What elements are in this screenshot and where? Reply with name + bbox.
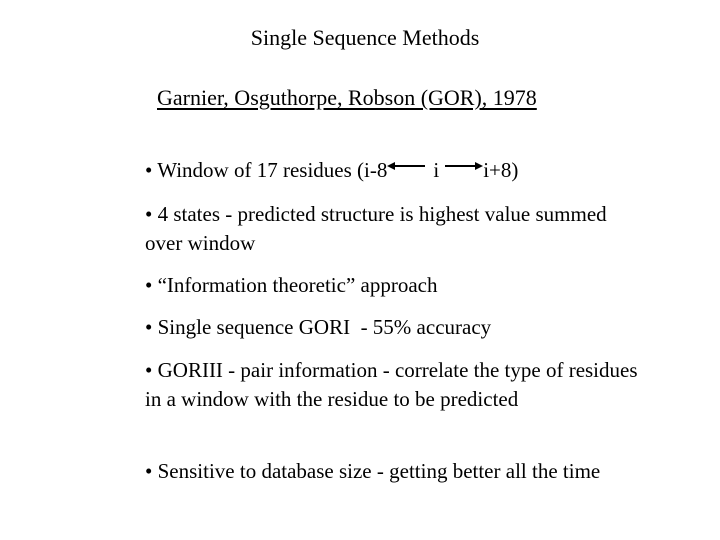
slide-title: Single Sequence Methods <box>250 25 480 50</box>
bullet-database-size <box>145 457 640 486</box>
bullet-text: “Information theoretic” approach <box>157 273 438 297</box>
bullet-marker: • <box>145 358 153 382</box>
bullet-states <box>145 200 640 258</box>
bullet-marker: • <box>145 459 153 483</box>
bullet-gori <box>145 313 491 342</box>
bullet-goriii <box>145 356 640 414</box>
bullet-text: Single sequence GORI - 55% accuracy <box>157 315 492 339</box>
window-suffix: i+8) <box>483 158 519 182</box>
slide-subtitle: Garnier, Osguthorpe, Robson (GOR), 1978 <box>157 85 537 110</box>
bullet-marker: • <box>145 158 153 182</box>
bullet-text: Sensitive to database size - getting better all the time <box>157 459 601 483</box>
right-arrow-icon <box>443 159 483 173</box>
bullet-window <box>145 156 518 185</box>
bullet-text: 4 states - predicted structure is highest value summed over window <box>145 202 607 255</box>
bullet-marker: • <box>145 273 153 297</box>
bullet-marker: • <box>145 315 153 339</box>
bullet-text: GORIII - pair information - correlate the type of residues in a window with the residue to be predicted <box>145 358 638 411</box>
window-center: i <box>433 158 440 182</box>
left-arrow-icon <box>387 159 427 173</box>
bullet-marker: • <box>145 202 153 226</box>
bullet-information-theoretic <box>145 271 437 300</box>
window-prefix: Window of 17 residues (i-8 <box>157 158 388 182</box>
